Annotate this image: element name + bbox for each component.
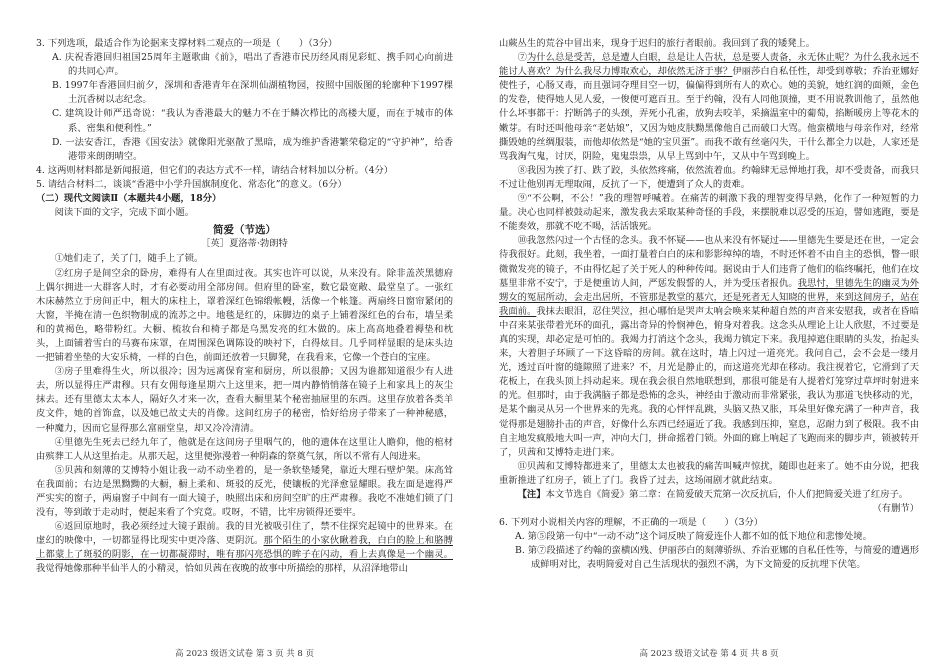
question-6-option-a (499, 530, 919, 544)
question-6-stem: 6. 下列对小说相关内容的理解，不正确的一项是（ ）（3分） (499, 517, 764, 529)
question-3-option-a (36, 51, 453, 79)
paragraph-10-text: ⑩我忽然闪过一个古怪的念头。我不怀疑——也从来没有怀疑过——里德先生要是还在世，一定会待我很好。此刻，我坐着，一面打量着白白的床和影影绰绰的墙，不时还怀着不由自主的恐惧，瞥一眼微微发亮的镜子，不由得忆起了关于死人的种种传闻。据说由于人们违背了他们的临终嘱托，他们在坟墓里非常不安宁，于是便重访人间，严惩发假誓的人，并为受压者报仇。 (499, 235, 919, 289)
paragraph-6-underlined-text: 那个陌生的小家伙瞅着我，白白的脸上和胳膊上都蒙上了斑驳的阴影，在一切都凝滞时，唯有那闪亮恐惧的眸子在闪动，看上去真像是一个幽灵。 (36, 535, 453, 561)
paragraph-1: ①她们走了，关了门，随手上了锁。 (54, 253, 204, 265)
option-text: 建筑设计师严迅奇说：“我认为香港最大的魅力不在于鳞次栉比的高楼大厦，而在于城市的体系、密集和便利性。” (64, 108, 453, 134)
paragraph-7-text: 伊丽莎白自私任性，却受到尊敬；乔治亚娜好使性子，心肠又毒，而且强词夺理目空一切，偏偏得到所有人的欢心。她的美貌，她红润的面颊，金色的发卷，使得她人见人爱，一俊便可遮百丑。至于约翰，没有人同他顶撞，更不用说教训他了，虽然他什么坏事都干：拧断鸽子的头颈，弄死小孔雀，放狗去咬羊，采摘温室中的葡萄，掐断暖房上等花木的嫩芽。有时还叫他母亲“老姑娘”，又因为她皮肤黝黑像他自己而破口大骂。他蛮横地与母亲作对，经常撕毁她的丝绸服装，而他却依然是“她的宝贝蛋”。而我不敢有丝毫闪失，干什么都全力以赴，人家还是骂我淘气鬼，讨厌，阴险，鬼鬼祟祟，从早上骂到中午，又从中午骂到晚上。 (499, 66, 919, 162)
option-text: 1997年香港回归前夕，深圳和香港青年在深圳仙湖植物园，按照中国版图的轮廓种下1997棵土沉香树以志纪念。 (64, 80, 453, 106)
option-label: C. (52, 108, 62, 120)
right-page-footer: 高 2023 级语文试卷 第 4 页 共 8 页 (639, 649, 779, 659)
paragraph-7-underlined-text: 为什么总是受苦，总是遭人白眼，总是让人告状，总是要人责备，永无休止呢？为什么我永远不能讨人喜欢？为什么我尽力博取欢心，却依然无济于事？ (499, 52, 919, 78)
paragraph-5: ⑤贝茜和刻薄的艾博特小姐让我一动不动坐着的，是一条软垫矮凳，靠近大理石壁炉架。床高耸在我面前；右边是黑黝黝的大橱，橱上柔和、斑驳的反光，使镶板的光泽愈显耀眼。我左面是遮得严严实实的窗子，两扇窗子中间有一面大镜子，映照出床和房间空旷的庄严肃穆。我吃不准她们锁了门没有，等到敢于走动时，便起来看了个究竟。哎呀，不错，比牢房锁得还要牢。 (36, 464, 453, 519)
reading-instruction: 阅读下面的文字，完成下面小题。 (54, 207, 195, 219)
option-label: D. (52, 136, 63, 148)
paragraph-6-text: ⑥返回原地时，我必须经过大镜子跟前。我的目光被吸引住了，禁不住探究起镜中的世界来。在虚幻的映像中，一切都显得比现实中更冷落、更阴沉。 (36, 521, 453, 547)
paragraph-10 (499, 234, 919, 460)
question-3-option-c (36, 107, 453, 135)
question-3-option-b (36, 79, 453, 107)
left-page (36, 37, 453, 639)
option-label: A. (515, 531, 525, 543)
paragraph-9: ⑨“不公啊，不公！”我的理智呼喊着。在痛苦的刺激下我的理智变得早熟，化作了一种短暂的力量。决心也同样被鼓动起来，激发我去采取某种奇怪的手段，来摆脱难以忍受的压迫，譬如逃跑，要是不能奏效，那就不吃不喝，活活饿死。 (499, 193, 919, 233)
question-6-option-b (499, 544, 919, 572)
paragraph-10-text: 我抹去眼泪，忍住哭泣，担心哪怕是哭声太响会唤来某种超自然的声音来安慰我，或者在昏暗中召来某张带着光环的面孔，露出奇异的怜悯神色，俯身对着我。这念头从理论上让人欣慰，不过要是真的实现，却必定是可怕的。我竭力打消这个念头，我竭力镇定下来。我甩掉遮住眼睛的头发，抬起头来，大着胆子环顾了一下这昏暗的房间。就在这时，墙上闪过一道亮光。我问自己，会不会是一缕月光，透过百叶窗的缝隙照了进来？不，月光是静止的，而这道亮光却在移动。我注视着它，它滑到了天花板上，在我头顶上抖动起来。现在我会很自然地联想到，那很可能是有人提着灯笼穿过草坪时射进来的光。但那时，由于我满脑子都是恐怖的念头，神经由于激动而非常紧张，我认为那道飞快移动的光，是某个幽灵从另一个世界来的先兆。我的心怦怦乱跳，头脑又热又胀，耳朵里好像充满了一种声音，我觉得那是翅膀扑击的声音，好像什么东西已经逼近了我。我感到压抑，窒息，忍耐力到了极限。我不由自主地发疯般地大叫一声，冲向大门，拼命摇着门锁。外面的廊上响起了飞跑而来的脚步声，锁被转开了，贝茜和艾博特走进门来。 (499, 305, 919, 458)
option-text: 第⑦段描述了约翰的蛮横凶残、伊丽莎白的刻薄骄纵、乔治亚娜的自私任性等，与简爱的遭遇形成鲜明对比，表明简爱对自己生活现状的强烈不满，为下文简爱的反抗埋下伏笔。 (527, 545, 919, 571)
option-label: A. (52, 52, 62, 64)
article-note (499, 488, 919, 502)
option-text: 一法安香江，香港《国安法》就像阳光驱散了黑暗，成为维护香港繁荣稳定的“守护神”，给香港带来朗朗晴空。 (65, 136, 453, 162)
question-3-option-d (36, 136, 453, 164)
section-heading: （二）现代文阅读Ⅱ（本题共4小题，18分） (36, 193, 222, 205)
question-3-stem: 3. 下列选项，最适合作为论据来支撑材料二观点的一项是（ ）（3分） (36, 38, 338, 49)
option-text: 庆祝香港回归祖国25周年主题歌曲《前》，唱出了香港市民历经风雨见彩虹、携手同心向前进的共同心声。 (64, 52, 453, 78)
note-text: 本文节选自《简爱》第二章：在简爱破天荒第一次反抗后，仆人们把简爱关进了红房子。 (545, 489, 909, 500)
option-label: B. (52, 80, 62, 92)
paragraph-6-continuation: 山蕨丛生的荒谷中冒出来，现身于迟归的旅行者眼前。我回到了我的矮凳上。 (499, 38, 816, 49)
option-label: B. (515, 545, 525, 557)
paragraph-6 (36, 520, 453, 576)
article-author: ［英］夏洛蒂·勃朗特 (201, 238, 288, 250)
paragraph-4: ④里德先生死去已经九年了，他就是在这间房子里咽气的，他的遗体在这里让人瞻仰，他的棺材由殡葬工人从这里抬走。从那天起，这里便弥漫着一种阴森的祭奠气氛，所以不常有人闯进来。 (36, 436, 453, 462)
right-page (499, 37, 919, 639)
abridged-note: （有删节） (872, 503, 919, 515)
left-page-footer: 高 2023 级语文试卷 第 3 页 共 8 页 (174, 649, 315, 659)
question-5: 5. 请结合材料二，谈谈“香港中小学升国旗制度化、常态化”的意义。（6分） (36, 178, 347, 190)
paragraph-2: ②红房子是间空余的卧房，难得有人在里面过夜。其实也许可以说，从来没有。除非盖茨黑德府上偶尔拥进一大群客人时，才有必要动用全部房间。但府里的卧室，数它最宽敞、最堂皇了。一张红木床赫然立于房间正中，粗大的床柱上，罩着深红色锦缎帐幔，活像一个帐篷。两扇终日窗帘紧闭的大窗，半掩在清一色织物制成的流苏之中。地毯是红的，床脚边的桌子上铺着深红色的台布，墙呈柔和的黄褐色，略带粉红。大橱、梳妆台和椅子都是乌黑发亮的红木做的。床上高高地叠着褥垫和枕头，上面铺着雪白的马赛布床罩，在周围深色调陈设的映衬下，白得炫目。几乎同样显眼的是床头边一把铺着坐垫的大安乐椅，一样的白色，前面还放着一只脚凳，在我看来，它像一个苍白的宝座。 (36, 267, 453, 364)
paragraph-3: ③房子里难得生火，所以很冷；因为远离保育室和厨房，所以很静；又因为谁都知道很少有人进去，所以显得庄严肃穆。只有女佣每逢星期六上这里来，把一周内静悄悄落在镜子上和家具上的灰尘抹去。还有里德太太本人，隔好久才来一次，查看大橱里某个秘密抽屉里的东西。这里存放着各类羊皮文件，她的首饰盒，以及她已故丈夫的肖像。这间红房子的秘密，恰好给房子带来了一种神秘感，一种魔力，因而它显得那么富丽堂皇，却又冷冷清清。 (36, 366, 453, 434)
paragraph-10-underlined-text: 我思忖，里德先生的幽灵为外甥女的冤屈所动，会走出居所，不管那是教堂的墓穴，还是死者无人知晓的世界，来到这间房子，站在我面前。 (499, 277, 919, 317)
paragraph-6-text: 我觉得她像那种半仙半人的小精灵，恰如贝茜在夜晚的故事中所描绘的那样，从沼泽地带山 (36, 563, 408, 575)
note-label: 【注】 (517, 489, 546, 500)
question-4: 4. 这两则材料都是新闻报道，但它们的表达方式不一样，请结合材料加以分析。（4分） (36, 164, 394, 176)
paragraph-11: ⑪贝茜和艾博特都进来了，里德太太也被我的痛苦叫喊声惊扰，随即也赶来了。她不由分说，把我重新推进了红房子，锁上了门。我昏了过去，这场闹剧才就此结束。 (499, 460, 919, 486)
article-title: 简爱（节选） (213, 224, 276, 237)
paragraph-8: ⑧我因为挨了打、跌了跤，头依然疼痛，依然流着血。约翰肆无忌惮地打我，却不受责备，而我只不过让他别再无理取闹，反抗了一下，便遭到了众人的责难。 (499, 164, 919, 190)
option-text: 第⑤段第一句中“一动不动”这个词反映了简爱连仆人都不如的低下地位和悲惨处境。 (527, 531, 872, 543)
paragraph-7-number: ⑦ (517, 52, 527, 64)
paragraph-7 (499, 51, 919, 164)
